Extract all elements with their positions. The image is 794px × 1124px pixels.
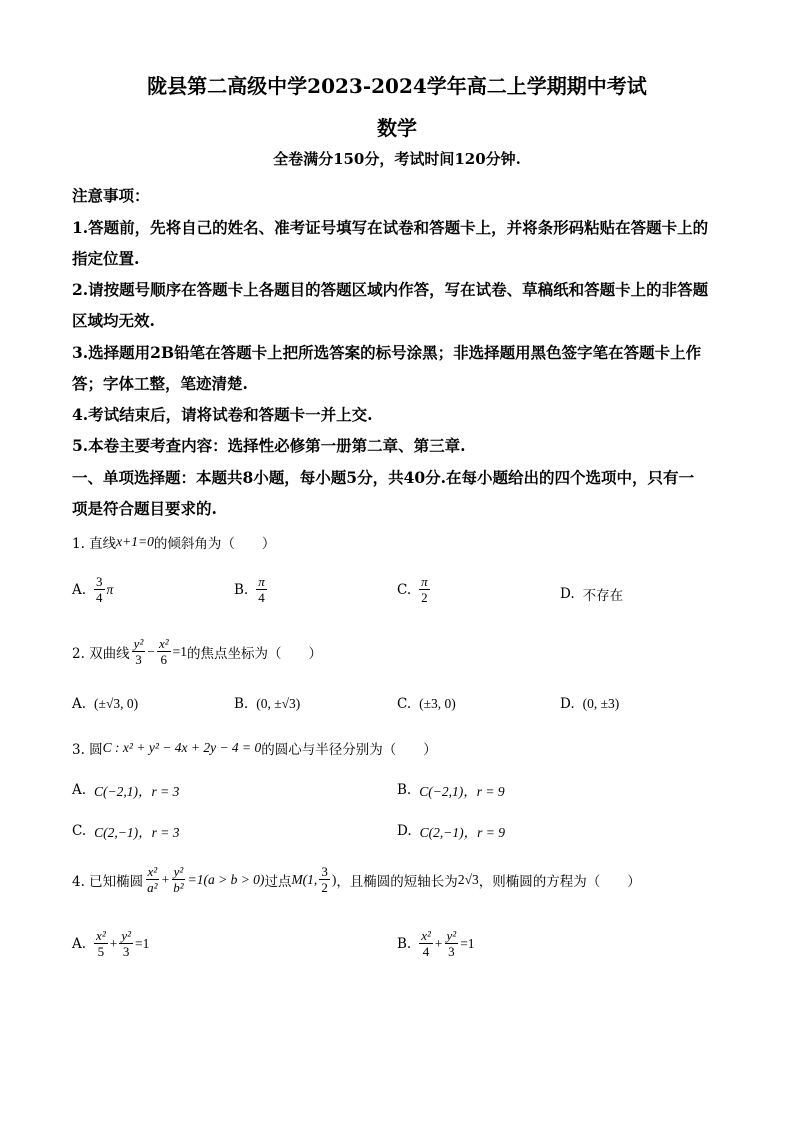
- numerator: x²: [421, 928, 431, 943]
- option-label: B.: [397, 782, 412, 798]
- point-close: ): [331, 871, 337, 887]
- fraction: [256, 574, 267, 605]
- pi-symbol: π: [106, 581, 114, 597]
- fraction: [94, 928, 108, 959]
- option-label: A.: [72, 581, 87, 598]
- q4-stem-post: ，则椭圆的方程为（ ）: [478, 873, 641, 890]
- q2-option-d: [560, 696, 619, 712]
- fraction: [419, 574, 430, 605]
- option-label: B.: [234, 696, 249, 712]
- question-4-stem: [72, 864, 641, 895]
- option-label: B.: [234, 581, 249, 598]
- q2-option-b: [234, 696, 300, 712]
- section-heading-line-1: 一、单项选择题：本题共8小题，每小题5分，共40分.在每小题给出的四个选项中，只有一: [72, 468, 695, 487]
- option-text: (±3, 0): [419, 696, 456, 711]
- ellipse-condition: =1(a > b > 0): [187, 871, 265, 887]
- option-label: D.: [397, 823, 412, 839]
- option-text: (±√3, 0): [94, 696, 139, 711]
- fraction: [171, 864, 185, 895]
- note-1-line-2: 指定位置.: [72, 249, 140, 268]
- note-5: 5.本卷主要考查内容：选择性必修第一册第二章、第三章.: [72, 436, 466, 455]
- numerator: y²: [133, 636, 144, 651]
- numerator: 3: [321, 864, 328, 879]
- score-info: 全卷满分150分，考试时间120分钟.: [273, 150, 521, 168]
- notes-heading: 注意事项：: [72, 186, 150, 205]
- subject-title: 数学: [377, 116, 417, 140]
- fraction: [145, 864, 159, 895]
- q2-stem-pre: 2. 双曲线: [72, 645, 130, 662]
- question-3-stem: [72, 738, 437, 758]
- q3-option-d: [397, 821, 505, 841]
- fraction: [419, 928, 433, 959]
- option-label: A.: [72, 935, 87, 952]
- denominator: a²: [147, 880, 158, 895]
- note-3-line-1: 3.选择题用2B铅笔在答题卡上把所选答案的标号涂黑；非选择题用黑色签字笔在答题卡上作: [72, 343, 702, 362]
- numerator: y²: [173, 864, 184, 879]
- option-label: C.: [397, 696, 412, 712]
- option-label: D.: [560, 586, 575, 602]
- numerator: y²: [121, 928, 132, 943]
- q3-option-c: [72, 821, 180, 841]
- denominator: b²: [173, 880, 184, 895]
- option-text: (0, ±3): [582, 696, 620, 711]
- q4-stem-pre: 4. 已知椭圆: [72, 873, 144, 890]
- q2-option-a: [72, 696, 138, 712]
- q1-option-c: [397, 574, 432, 605]
- equals-one: =1: [172, 643, 188, 659]
- equals-one: =1: [460, 935, 475, 951]
- note-1-line-1: 1.答题前，先将自己的姓名、准考证号填写在试卷和答题卡上，并将条形码粘贴在答题卡上的: [72, 218, 709, 237]
- section-heading-line-2: 项是符合题目要求的.: [72, 499, 217, 518]
- q3-stem-pre: 3. 圆: [72, 742, 103, 758]
- numerator: π: [258, 574, 265, 589]
- question-2-stem: [72, 636, 322, 667]
- axis-length: 2√3: [457, 871, 479, 887]
- q4-text: ，且椭圆的短轴长为: [336, 873, 458, 890]
- plus-sign: +: [109, 935, 118, 951]
- denominator: 3: [448, 944, 455, 959]
- numerator: y²: [446, 928, 457, 943]
- numerator: 3: [96, 574, 103, 589]
- denominator: 4: [258, 590, 265, 605]
- q3-option-b: [397, 780, 505, 800]
- q1-stem-pre: 1. 直线: [72, 536, 117, 552]
- numerator: x²: [147, 864, 158, 879]
- note-4: 4.考试结束后，请将试卷和答题卡一并上交.: [72, 405, 373, 424]
- option-label: B.: [397, 935, 412, 952]
- denominator: 6: [160, 652, 168, 667]
- note-2-line-1: 2.请按题号顺序在答题卡上各题目的答题区域内作答，写在试卷、草稿纸和答题卡上的非答题: [72, 280, 709, 299]
- option-label: D.: [560, 696, 575, 712]
- q1-expression: x+1=0: [116, 534, 154, 549]
- q3-option-a: [72, 780, 179, 800]
- denominator: 3: [122, 944, 130, 959]
- q1-option-d: [560, 584, 623, 604]
- note-3-line-2: 答；字体工整，笔迹清楚.: [72, 374, 248, 393]
- numerator: x²: [96, 928, 106, 943]
- minus-sign: −: [147, 643, 155, 659]
- fraction: [94, 574, 105, 605]
- equals-one: =1: [135, 935, 150, 951]
- option-text: C(−2,1)，r = 3: [94, 784, 180, 799]
- denominator: 4: [96, 590, 103, 605]
- numerator: π: [421, 574, 428, 589]
- q2-stem-post: 的焦点坐标为（ ）: [187, 645, 323, 662]
- q1-stem-post: 的倾斜角为（ ）: [153, 536, 276, 552]
- denominator: 5: [97, 944, 105, 959]
- option-text: C(2,−1)，r = 9: [419, 825, 505, 840]
- fraction: [132, 636, 146, 667]
- fraction: [119, 928, 133, 959]
- q1-option-b: [234, 574, 269, 605]
- denominator: 4: [422, 944, 430, 959]
- option-text: (0, ±√3): [256, 696, 301, 711]
- fraction: [157, 636, 171, 667]
- option-label: A.: [72, 696, 87, 712]
- exam-title: 陇县第二高级中学2023-2024学年高二上学期期中考试: [147, 74, 647, 98]
- q4-text: 过点: [264, 873, 292, 890]
- note-2-line-2: 区域均无效.: [72, 311, 155, 330]
- option-text: 不存在: [582, 588, 624, 604]
- option-label: C.: [397, 581, 412, 598]
- option-text: C(2,−1)，r = 3: [94, 825, 180, 840]
- numerator: x²: [158, 636, 169, 651]
- q4-option-b: [397, 928, 475, 959]
- fraction: [445, 928, 459, 959]
- q1-option-a: [72, 574, 113, 605]
- q2-option-c: [397, 696, 456, 712]
- question-1-stem: [72, 532, 275, 552]
- point-label: M(1,: [291, 871, 318, 887]
- denominator: 2: [421, 590, 428, 605]
- option-text: C(−2,1)，r = 9: [419, 784, 505, 799]
- option-label: A.: [72, 782, 87, 798]
- q4-option-a: [72, 928, 149, 959]
- denominator: 3: [135, 652, 142, 667]
- fraction: [319, 864, 330, 895]
- q3-stem-post: 的圆心与半径分别为（ ）: [261, 742, 437, 758]
- option-label: C.: [72, 823, 87, 839]
- denominator: 2: [321, 880, 328, 895]
- plus-sign: +: [161, 871, 170, 887]
- plus-sign: +: [434, 935, 443, 951]
- q3-expression: C : x² + y² − 4x + 2y − 4 = 0: [102, 740, 262, 755]
